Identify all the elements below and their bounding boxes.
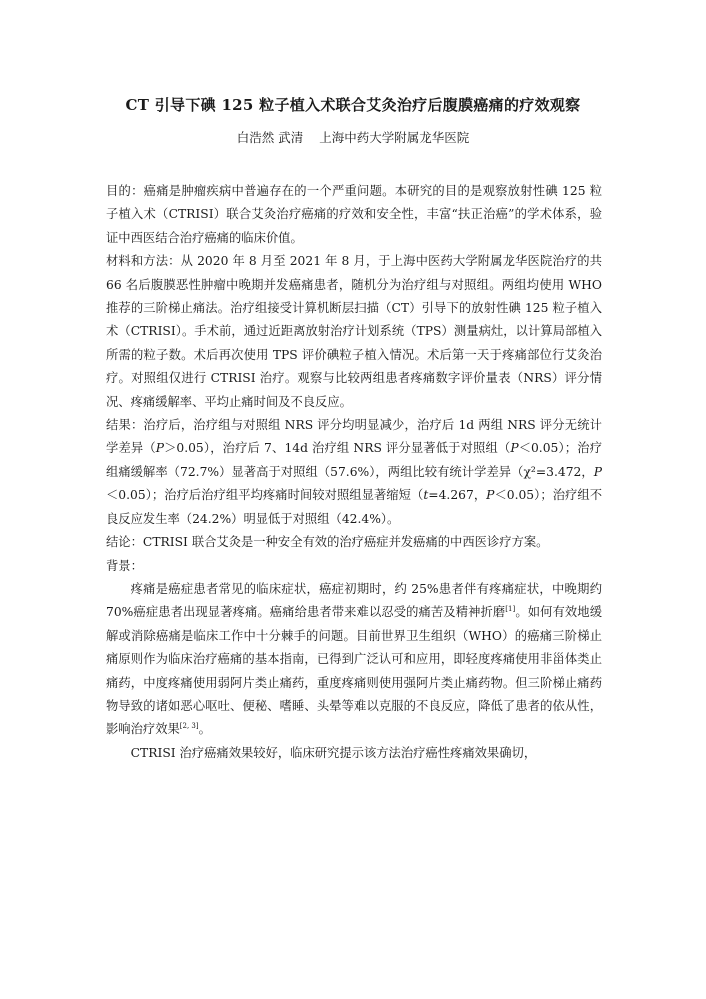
results-stat-p-4: P xyxy=(486,488,495,503)
abstract-conclusion xyxy=(106,531,602,554)
paper-title: CT 引导下碘 125 粒子植入术联合艾灸治疗后腹膜癌痛的疗效观察 xyxy=(125,96,581,114)
results-label: 结果： xyxy=(106,418,144,433)
methods-label: 材料和方法： xyxy=(106,254,181,269)
conclusion-text: CTRISI 联合艾灸是一种安全有效的治疗癌症并发癌痛的中西医诊疗方案。 xyxy=(142,535,549,550)
background-p1-text-c: 。 xyxy=(198,722,211,737)
objective-label: 目的： xyxy=(106,184,144,198)
background-paragraph-2: CTRISI 治疗癌痛效果较好，临床研究提示该方法治疗癌性疼痛效果确切， xyxy=(130,745,537,760)
author-affiliation: 上海中药大学附属龙华医院 xyxy=(319,130,470,145)
abstract-objective xyxy=(106,180,602,250)
background-p1-text-b: 。如何有效地缓解或消除癌痛是临床工作中十分棘手的问题。目前世界卫生组织（WHO）的癌痛三阶梯止痛原则作为临床治疗癌痛的基本指南，已得到广泛认可和应用，即轻度疼痛使用非甾体类止痛药，中度疼痛使用弱阿片类止痛药，重度疼痛则使用强阿片类止痛药物。但三阶梯止痛药物导致的诸如恶心呕吐、便秘、嗜睡、头晕等难以克服的不良反应，降低了患者的依从性，影响治疗效果 xyxy=(106,605,602,737)
results-text-3: ＜0.05）；治疗组痛缓解率（72.7%）显著高于对照组（57.6%），两组比较有统计学差异（χ²=3.472， xyxy=(106,441,602,479)
paper-body xyxy=(106,180,602,765)
methods-text: 从 2020 年 8 月至 2021 年 8 月，于上海中医药大学附属龙华医院治疗的共 66 名后腹膜恶性肿瘤中晚期并发癌痛患者，随机分为治疗组与对照组。两组均使用 WHO 推荐的三阶梯止痛法。治疗组接受计算机断层扫描（CT）引导下的放射性碘 125 粒子植入术（CTRISI）。手术前，通过近距离放射治疗计划系统（TPS）测量病灶，以计算局部植入所需的粒子数。术后再次使用 TPS 评价碘粒子植入情况。术后第一天于疼痛部位行艾灸治疗。对照组仅进行 CTRISI 治疗。观察与比较两组患者疼痛数字评价量表（NRS）评分情况、疼痛缓解率、平均止痛时间及不良反应。 xyxy=(106,254,602,409)
abstract-methods xyxy=(106,250,602,414)
results-text-4: ＜0.05）；治疗后治疗组平均疼痛时间较对照组显著缩短（ xyxy=(106,488,424,503)
results-stat-p-2: P xyxy=(510,441,519,456)
background-heading: 背景： xyxy=(106,558,143,573)
author-names: 白浩然 武清 xyxy=(236,130,304,145)
citation-ref-1: [1] xyxy=(505,605,516,614)
citation-ref-2-3: [2, 3] xyxy=(179,722,199,731)
results-text-1: 治疗后，治疗组与对照组 NRS 评分均明显减少，治疗后 1d 两组 NRS 评分无统计学差异（ xyxy=(106,418,602,456)
results-text-2: ＞0.05），治疗后 7、14d 治疗组 NRS 评分显著低于对照组（ xyxy=(164,441,511,456)
results-text-6: ＜0.05）；治疗组不良反应发生率（24.2%）明显低于对照组（42.4%）。 xyxy=(106,488,603,526)
objective-text: 癌痛是肿瘤疾病中普遍存在的一个严重问题。本研究的目的是观察放射性碘 125 粒子植入术（CTRISI）联合艾灸治疗癌痛的疗效和安全性，丰富“扶正治癌”的学术体系，验证中西医结合治疗癌痛的临床价值。 xyxy=(106,184,602,245)
results-text-5: =4.267， xyxy=(428,488,487,503)
results-stat-p-3: P xyxy=(593,464,602,479)
abstract-results xyxy=(106,414,602,531)
background-p1-text-a: 疼痛是癌症患者常见的临床症状，癌症初期时，约 25%患者伴有疼痛症状，中晚期约 70%癌症患者出现显著疼痛。癌痛给患者带来难以忍受的痛苦及精神折磨 xyxy=(106,581,602,620)
conclusion-label: 结论： xyxy=(106,535,143,550)
background-paragraph-1 xyxy=(106,578,602,742)
results-stat-t: t xyxy=(423,488,429,503)
results-stat-p-1: P xyxy=(155,441,165,456)
author-line xyxy=(0,128,706,146)
